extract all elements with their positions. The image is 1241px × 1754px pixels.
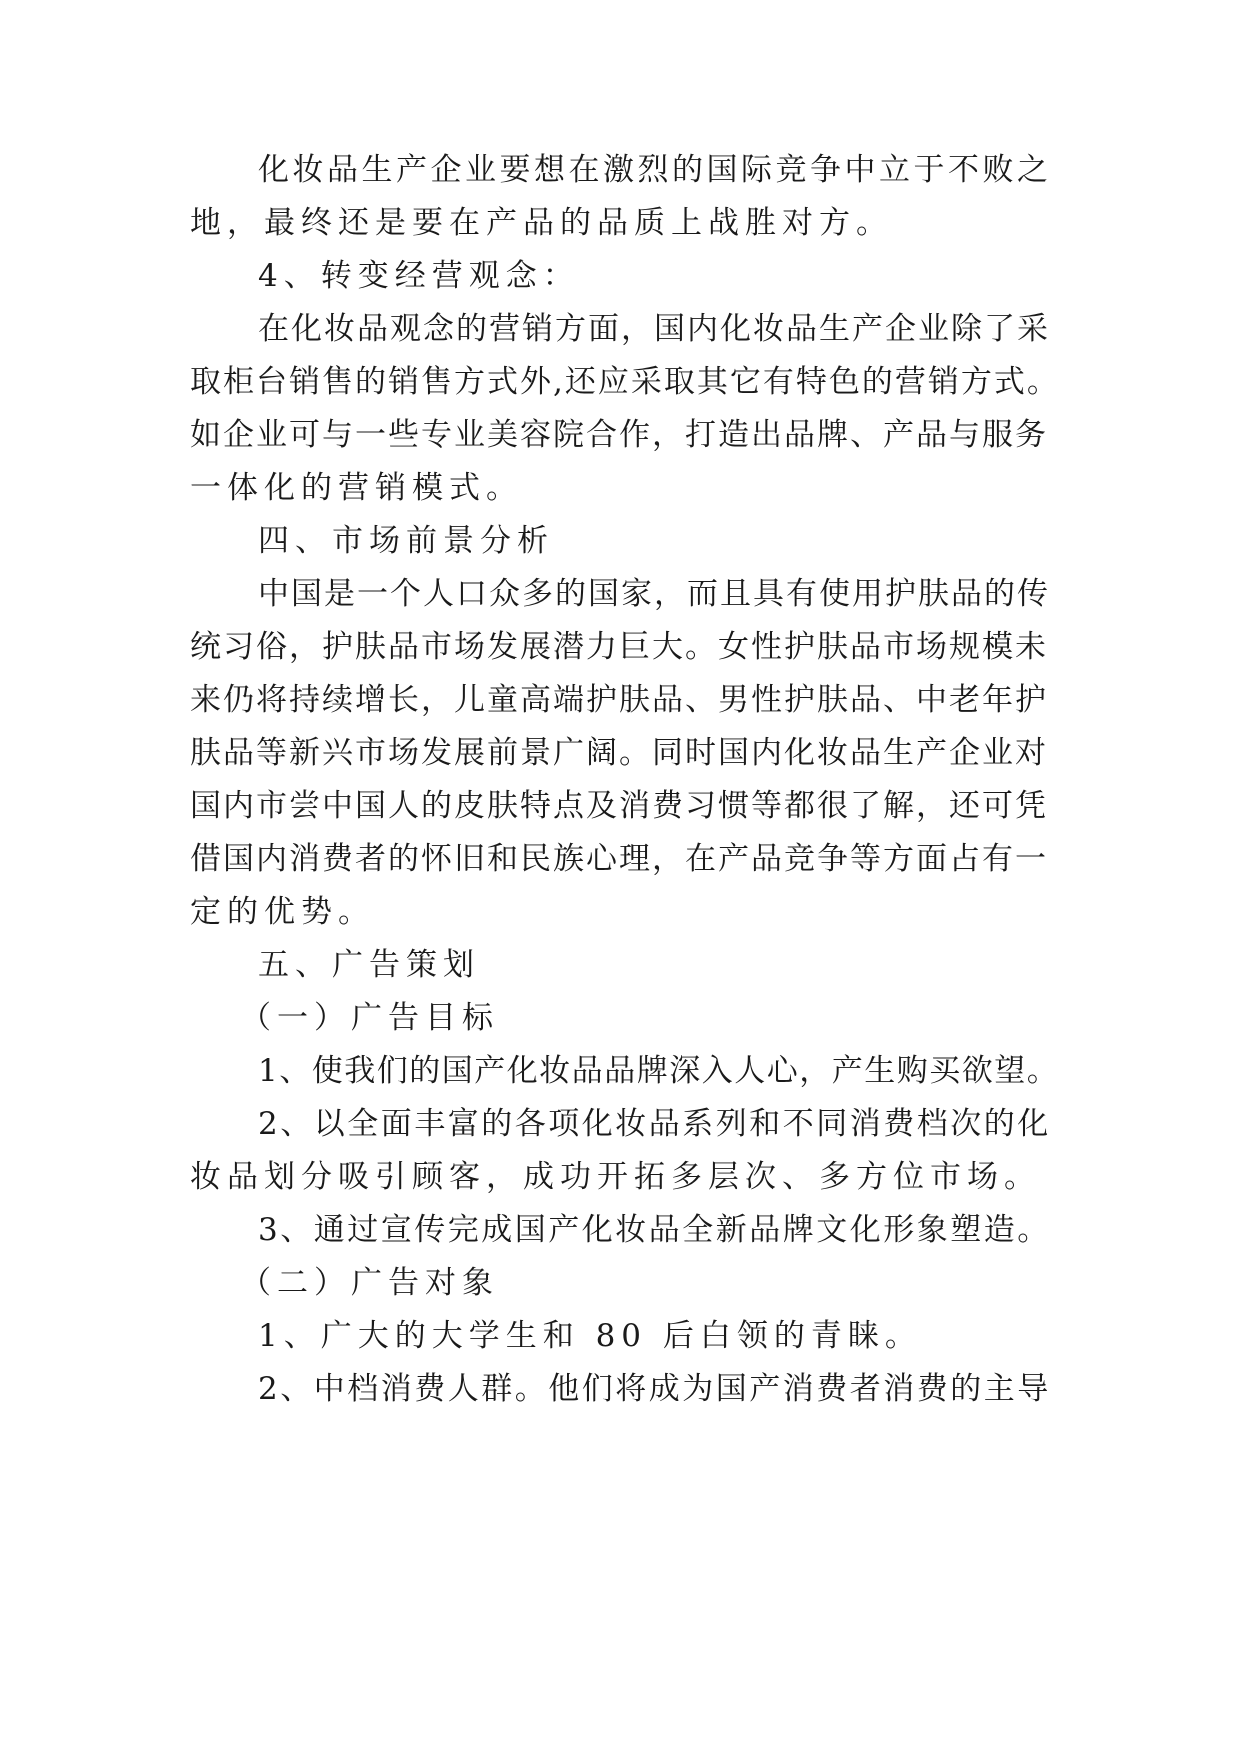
paragraph-line: 定的优势。 — [190, 894, 375, 930]
paragraph-line: 取柜台销售的销售方式外,还应采取其它有特色的营销方式。 — [190, 364, 1060, 400]
paragraph-line: 在化妆品观念的营销方面，国内化妆品生产企业除了采 — [258, 311, 1050, 347]
list-item: 1、使我们的国产化妆品品牌深入人心，产生购买欲望。 — [258, 1053, 1060, 1089]
subsection-heading: （一）广告目标 — [240, 1000, 499, 1036]
paragraph-line: 妆品划分吸引顾客，成功开拓多层次、多方位市场。 — [190, 1159, 1041, 1195]
paragraph-line: 一体化的营销模式。 — [190, 470, 523, 506]
paragraph-line: 地，最终还是要在产品的品质上战胜对方。 — [190, 205, 893, 241]
paragraph-line: 化妆品生产企业要想在激烈的国际竞争中立于不败之 — [258, 152, 1052, 188]
paragraph-line: 来仍将持续增长，儿童高端护肤品、男性护肤品、中老年护 — [190, 682, 1048, 718]
paragraph-line: 国内市尝中国人的皮肤特点及消费习惯等都很了解，还可凭 — [190, 788, 1048, 824]
paragraph-line: 借国内消费者的怀旧和民族心理，在产品竞争等方面占有一 — [190, 841, 1048, 877]
subsection-heading: （二）广告对象 — [240, 1265, 499, 1301]
paragraph-line: 统习俗，护肤品市场发展潜力巨大。女性护肤品市场规模未 — [190, 629, 1048, 665]
section-heading: 五、广告策划 — [258, 947, 480, 983]
paragraph-line: 肤品等新兴市场发展前景广阔。同时国内化妆品生产企业对 — [190, 735, 1048, 771]
paragraph-line: 中国是一个人口众多的国家，而且具有使用护肤品的传 — [258, 576, 1050, 612]
paragraph-line: 如企业可与一些专业美容院合作，打造出品牌、产品与服务 — [190, 417, 1048, 453]
section-heading: 四、市场前景分析 — [258, 523, 554, 559]
section-heading: 4、转变经营观念： — [258, 258, 580, 294]
list-item: 2、中档消费人群。他们将成为国产消费者消费的主导 — [258, 1371, 1051, 1407]
list-item: 1、广大的大学生和 80 后白领的青睐。 — [258, 1318, 922, 1354]
list-item: 3、通过宣传完成国产化妆品全新品牌文化形象塑造。 — [258, 1212, 1051, 1248]
list-item: 2、以全面丰富的各项化妆品系列和不同消费档次的化 — [258, 1106, 1051, 1142]
